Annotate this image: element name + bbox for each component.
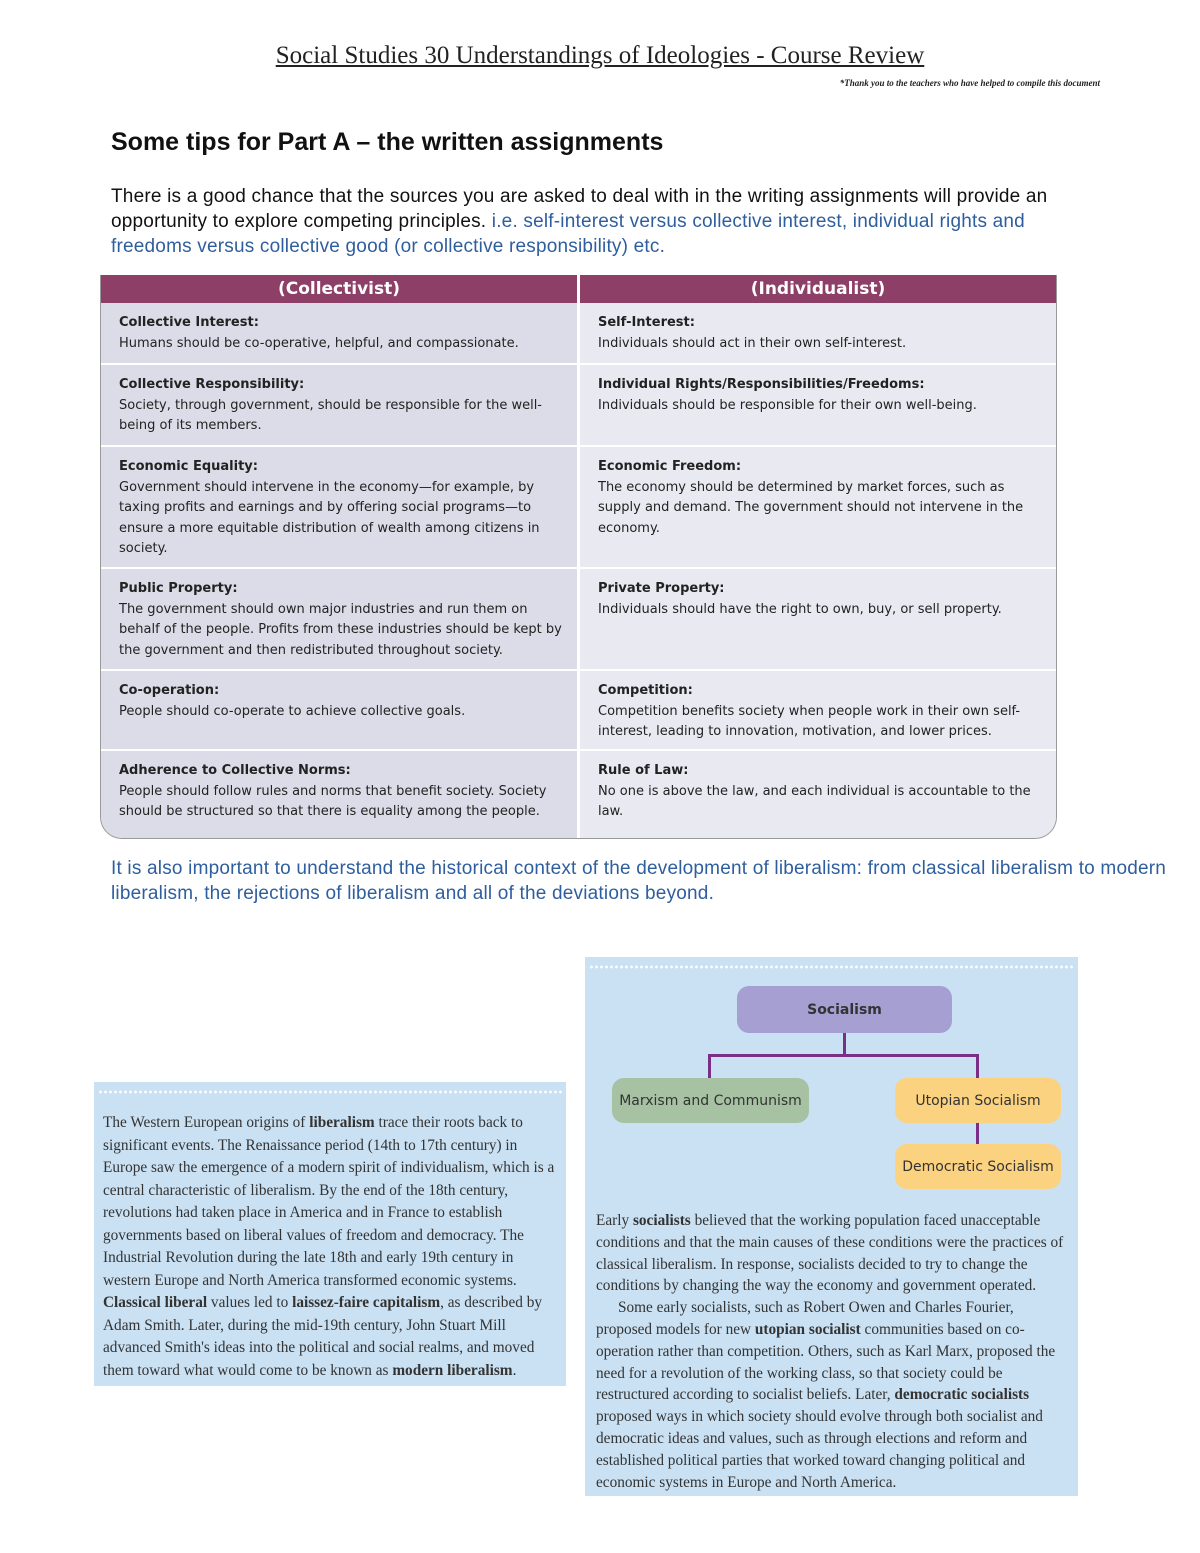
table-cell	[579, 364, 1057, 446]
diagram-connector	[976, 1054, 979, 1078]
table-cell	[101, 446, 579, 568]
table-cell	[579, 670, 1057, 750]
dotted-divider	[98, 1090, 562, 1094]
table-cell	[579, 750, 1057, 838]
principle-description: People should co-operate to achieve collective goals.	[119, 703, 466, 719]
principle-term: Rule of Law:	[598, 763, 689, 778]
table-cell	[579, 568, 1057, 670]
principle-description: People should follow rules and norms that benefit society. Society should be structured so that there is equality among the people.	[119, 783, 547, 819]
table-row	[101, 568, 1056, 670]
principle-term: Economic Freedom:	[598, 459, 742, 474]
diagram-connector	[708, 1054, 711, 1078]
principle-term: Economic Equality:	[119, 459, 258, 474]
diagram-connector	[843, 1033, 846, 1056]
principle-description: Individuals should be responsible for their own well-being.	[598, 397, 977, 413]
principle-description: Society, through government, should be responsible for the well-being of its members.	[119, 397, 543, 433]
principle-description: Humans should be co-operative, helpful, and compassionate.	[119, 335, 519, 351]
node-democratic-socialism: Democratic Socialism	[895, 1144, 1061, 1189]
dotted-divider	[589, 965, 1074, 969]
liberalism-text: The Western European origins of liberalism trace their roots back to significant events. The Renaissance period (14th to 17th century) in Europe saw the emergence of a modern spirit of individualism, which is a central characteristic of liberalism. By the end of the 18th century, revolutions had taken place in America and in France to establish governments based on liberal values of freedom and democracy. The Industrial Revolution during the late 18th and early 19th century in western Europe and North America transformed economic systems. Classical liberal values led to laissez-faire capitalism, as described by Adam Smith. Later, during the mid-19th century, John Stuart Mill advanced Smith's ideas into the political and social realms, and moved them toward what would come to be known as modern liberalism.	[103, 1114, 555, 1379]
table-cell	[579, 303, 1057, 364]
liberalism-excerpt-box	[94, 1082, 566, 1386]
socialism-text	[596, 1210, 1070, 1493]
principle-term: Co-operation:	[119, 683, 220, 698]
table-row	[101, 303, 1056, 364]
table-cell	[101, 568, 579, 670]
principle-term: Collective Responsibility:	[119, 377, 305, 392]
table-cell	[101, 750, 579, 838]
principle-description: Individuals should have the right to own, buy, or sell property.	[598, 601, 1002, 617]
collectivist-header: (Collectivist)	[101, 275, 579, 303]
table-row	[101, 364, 1056, 446]
table-cell	[579, 446, 1057, 568]
intro-paragraph	[111, 184, 1071, 259]
socialism-excerpt-box	[585, 957, 1078, 1496]
principle-description: Competition benefits society when people work in their own self-interest, leading to innovation, motivation, and lower prices.	[598, 703, 1021, 739]
table-row	[101, 750, 1056, 838]
socialism-paragraph-2: Some early socialists, such as Robert Owen and Charles Fourier, proposed models for new utopian socialist communities based on co-operation rather than competition. Others, such as Karl Marx, proposed the need for a revolution of the working class, so that society could be restructured according to socialist beliefs. Later, democratic socialists proposed ways in which society should evolve through both socialist and democratic ideas and values, such as through elections and reform and established political parties that worked toward changing political and economic systems in Europe and North America.	[596, 1299, 1056, 1491]
principle-term: Competition:	[598, 683, 693, 698]
table-row	[101, 670, 1056, 750]
table-cell	[101, 364, 579, 446]
document-title: Social Studies 30 Understandings of Ideologies - Course Review	[275, 42, 925, 69]
table-cell	[101, 670, 579, 750]
socialism-paragraph-1: Early socialists believed that the working population faced unacceptable conditions and that the main causes of these conditions were the practices of classical liberalism. In response, socialists decided to try to change the conditions by changing the way the economy and government operated.	[596, 1212, 1064, 1295]
intro-examples: i.e. self-interest versus collective interest, individual rights and freedoms versus collective good (or collective responsibility) etc.	[111, 211, 1025, 257]
historical-context-paragraph: It is also important to understand the historical context of the development of liberalism: from classical liberalism to modern liberalism, the rejections of liberalism and all of the deviations beyond.	[111, 858, 1167, 904]
node-socialism: Socialism	[737, 986, 952, 1033]
table-row	[101, 446, 1056, 568]
node-utopian-socialism: Utopian Socialism	[895, 1078, 1061, 1123]
principle-description: No one is above the law, and each individual is accountable to the law.	[598, 783, 1031, 819]
diagram-connector	[976, 1123, 979, 1144]
node-marxism-communism: Marxism and Communism	[612, 1078, 809, 1123]
principle-term: Adherence to Collective Norms:	[119, 763, 351, 778]
principle-description: Individuals should act in their own self-interest.	[598, 335, 907, 351]
principle-term: Private Property:	[598, 581, 725, 596]
section-heading: Some tips for Part A – the written assignments	[111, 128, 664, 156]
principle-term: Individual Rights/Responsibilities/Freedoms:	[598, 377, 925, 392]
principles-comparison-table	[100, 275, 1057, 839]
principle-term: Collective Interest:	[119, 315, 259, 330]
intro-text: There is a good chance that the sources you are asked to deal with in the writing assignments will provide an opportunity to explore competing principles.	[111, 186, 1048, 232]
principle-term: Self-Interest:	[598, 315, 695, 330]
principle-description: The government should own major industries and run them on behalf of the people. Profits from these industries should be kept by the government and then redistributed throughout society.	[119, 601, 562, 658]
document-note: *Thank you to the teachers who have helped to compile this document	[839, 78, 1100, 88]
principle-term: Public Property:	[119, 581, 238, 596]
principle-description: The economy should be determined by market forces, such as supply and demand. The government should not intervene in the economy.	[598, 479, 1024, 536]
diagram-connector	[708, 1054, 979, 1057]
individualist-header: (Individualist)	[579, 275, 1057, 303]
principle-description: Government should intervene in the economy—for example, by taxing profits and earnings and by offering social programs—to ensure a more equitable distribution of wealth among citizens in society.	[119, 479, 540, 556]
table-cell	[101, 303, 579, 364]
